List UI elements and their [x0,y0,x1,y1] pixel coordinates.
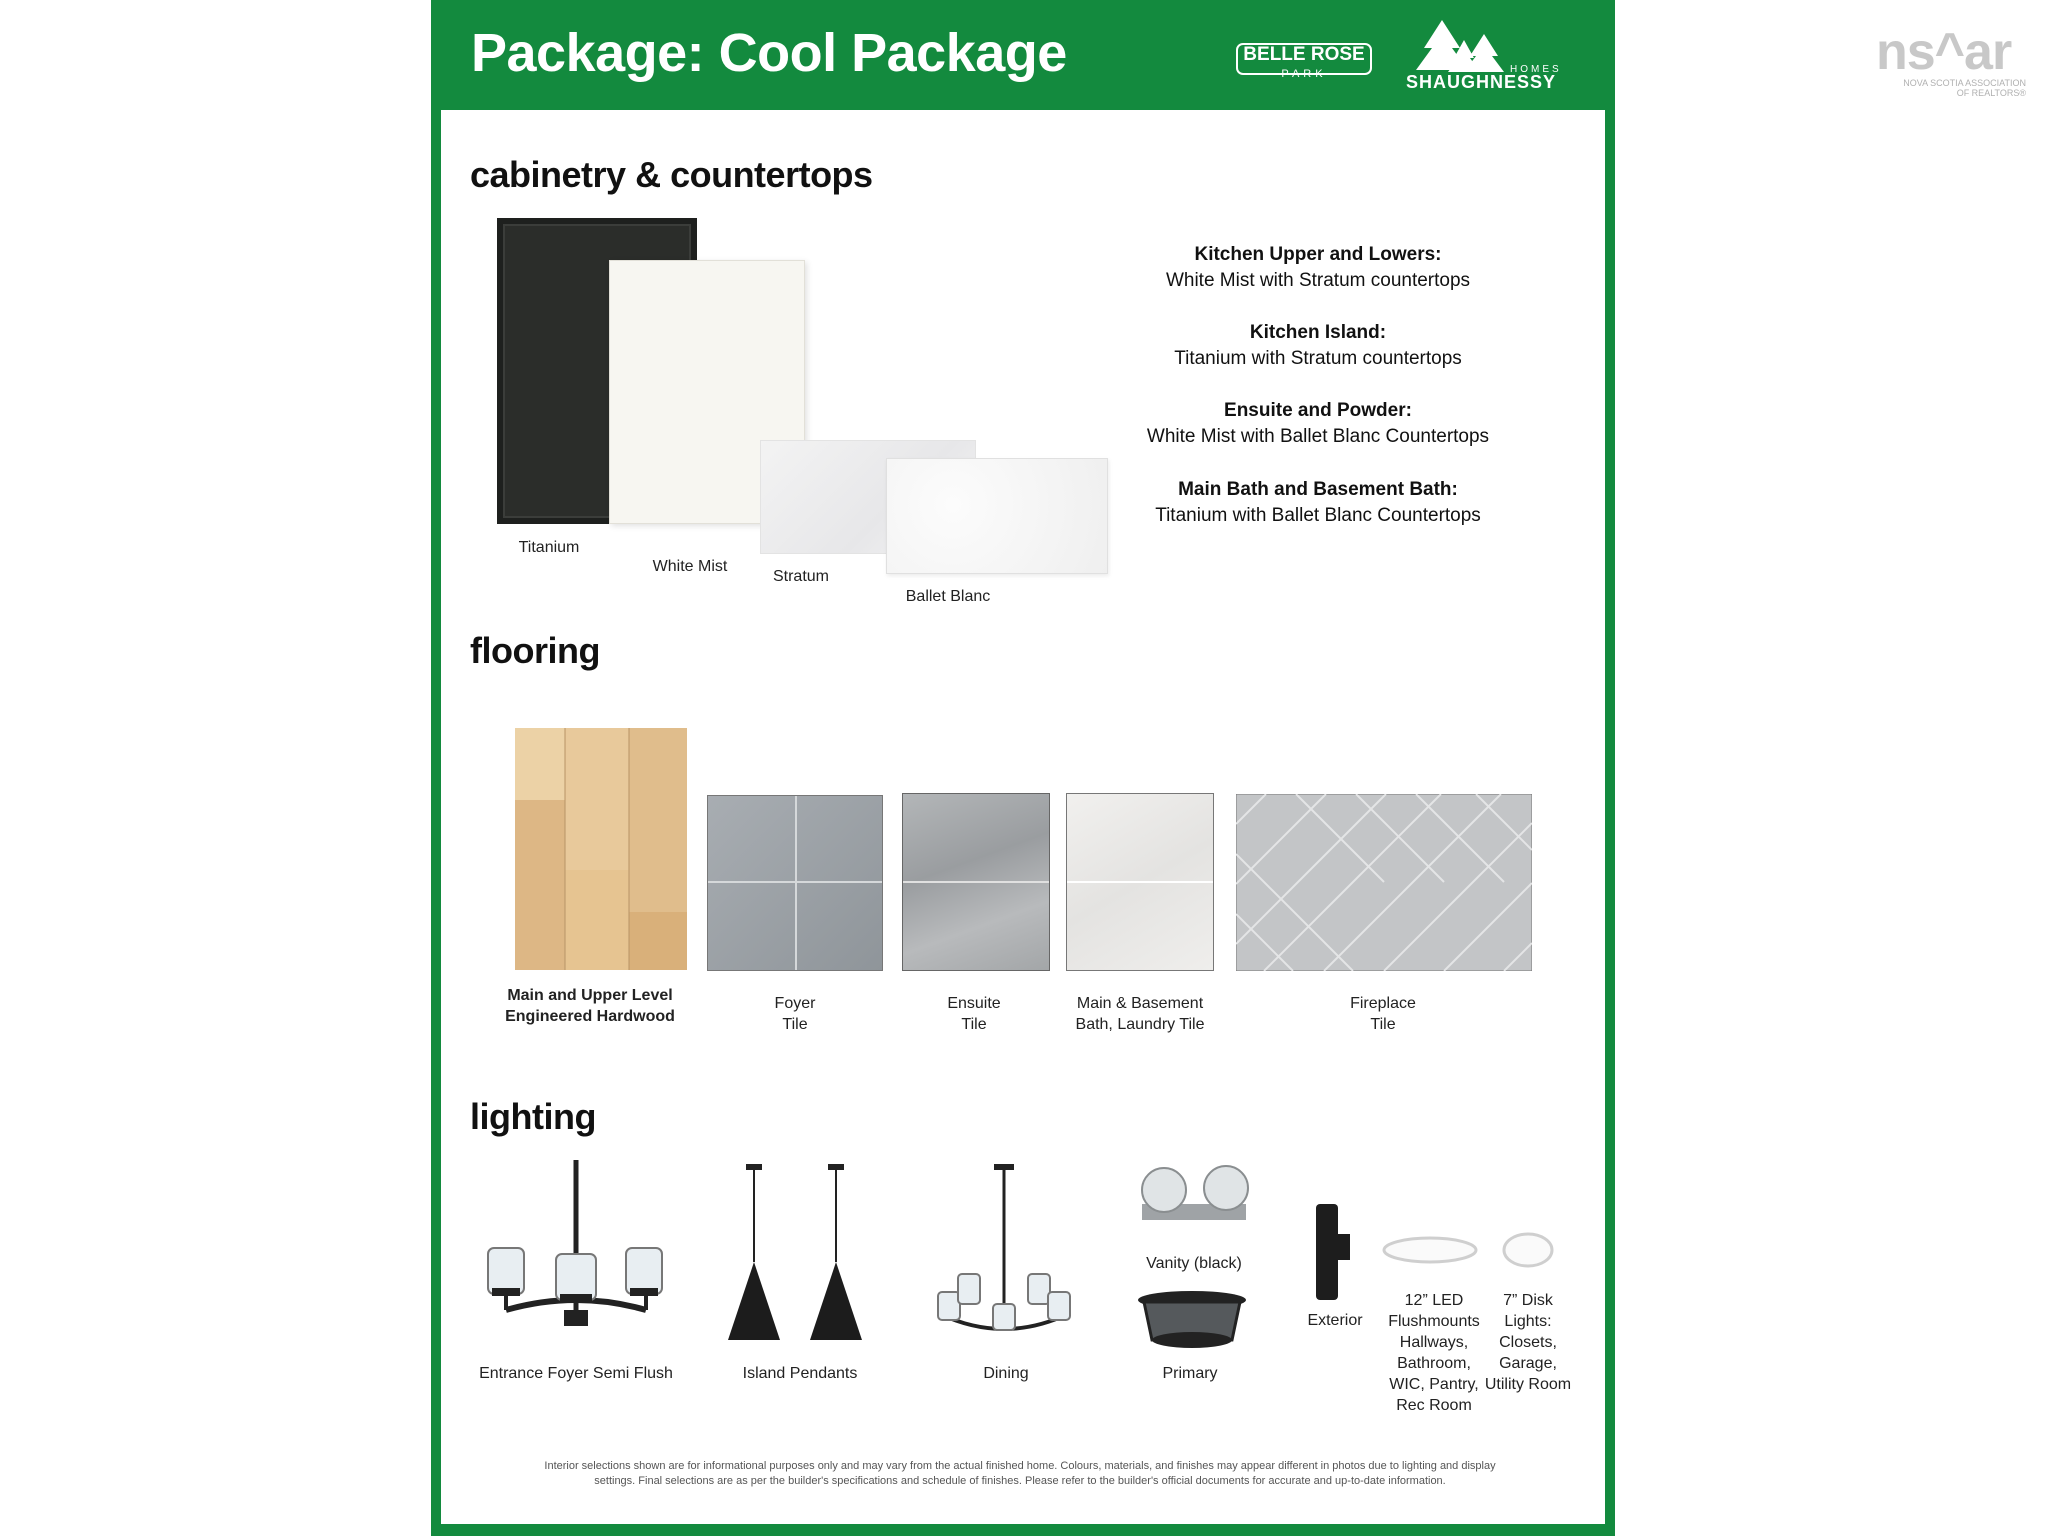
ballet-blanc-label: Ballet Blanc [905,588,991,605]
exterior-light-icon [1312,1204,1356,1304]
dining-label: Dining [983,1365,1029,1382]
hardwood-swatch [515,728,687,970]
cabinet-spec: Ensuite and Powder: White Mist with Ballet Blanc Countertops [1146,400,1490,447]
cabinet-spec: Kitchen Island: Titanium with Stratum countertops [1174,322,1462,369]
nsar-watermark-subtitle: NOVA SCOTIA ASSOCIATION OF REALTORS® [1903,78,2026,98]
primary-flush-light-icon [1134,1290,1250,1352]
titanium-label: Titanium [518,539,580,556]
main-bath-tile-label: Main & Basement Bath, Laundry Tile [1075,995,1205,1033]
foyer-tile-swatch [707,795,883,971]
semi-flush-label: Entrance Foyer Semi Flush [479,1365,673,1382]
semi-flush-light-icon [478,1160,674,1350]
page-title: Package: Cool Package [471,23,1067,83]
island-pendants-label: Island Pendants [742,1365,858,1382]
cabinet-spec: Main Bath and Basement Bath: Titanium with Ballet Blanc Countertops [1155,479,1481,526]
ensuite-tile-swatch [902,793,1050,971]
builder-logo-name: SHAUGHNESSY [1406,72,1557,92]
disk-light-icon [1500,1230,1556,1270]
section-title-lighting: lighting [470,1096,596,1137]
dining-chandelier-icon [930,1164,1078,1354]
nsar-watermark: ns^ar [1876,23,2012,81]
ballet-blanc-countertop-swatch [886,458,1108,574]
exterior-label: Exterior [1307,1312,1363,1329]
disclaimer: Interior selections shown are for informational purposes only and may vary from the actual finished home. Colours, materials, and finishes may appear different in photos due to lighting and display settings. Final selections are as per the builder's specifications and schedule of finishes. Please refer to the builder's official documents for accurate and up-to-date information. [544,1460,1496,1487]
stratum-label: Stratum [772,568,829,585]
led-flushmount-icon [1380,1234,1480,1266]
section-title-cabinetry: cabinetry & countertops [470,154,873,195]
white-mist-label: White Mist [652,558,728,575]
fireplace-tile-swatch [1236,794,1532,971]
led-flushmount-label: 12” LED Flushmounts Hallways, Bathroom, WIC, Pantry, Rec Room [1388,1292,1480,1414]
foyer-tile-label: Foyer Tile [774,995,816,1033]
section-title-flooring: flooring [470,630,600,671]
primary-label: Primary [1162,1365,1218,1382]
island-pendants-icon [724,1164,864,1344]
builder-logo-sub: HOMES [1510,64,1562,75]
ensuite-tile-label: Ensuite Tile [947,995,1001,1033]
vanity-light-icon [1128,1164,1260,1232]
disk-lights-label: 7” Disk Lights: Closets, Garage, Utility Room [1484,1292,1572,1393]
main-bath-tile-swatch [1066,793,1214,971]
vanity-label: Vanity (black) [1146,1255,1242,1272]
belle-rose-logo-sub: PARK [1281,68,1327,80]
cabinet-spec: Kitchen Upper and Lowers: White Mist with Stratum countertops [1165,244,1471,291]
fireplace-tile-label: Fireplace Tile [1350,995,1416,1033]
hardwood-label: Main and Upper Level Engineered Hardwood [505,987,675,1025]
belle-rose-logo: BELLE ROSE [1236,43,1372,75]
